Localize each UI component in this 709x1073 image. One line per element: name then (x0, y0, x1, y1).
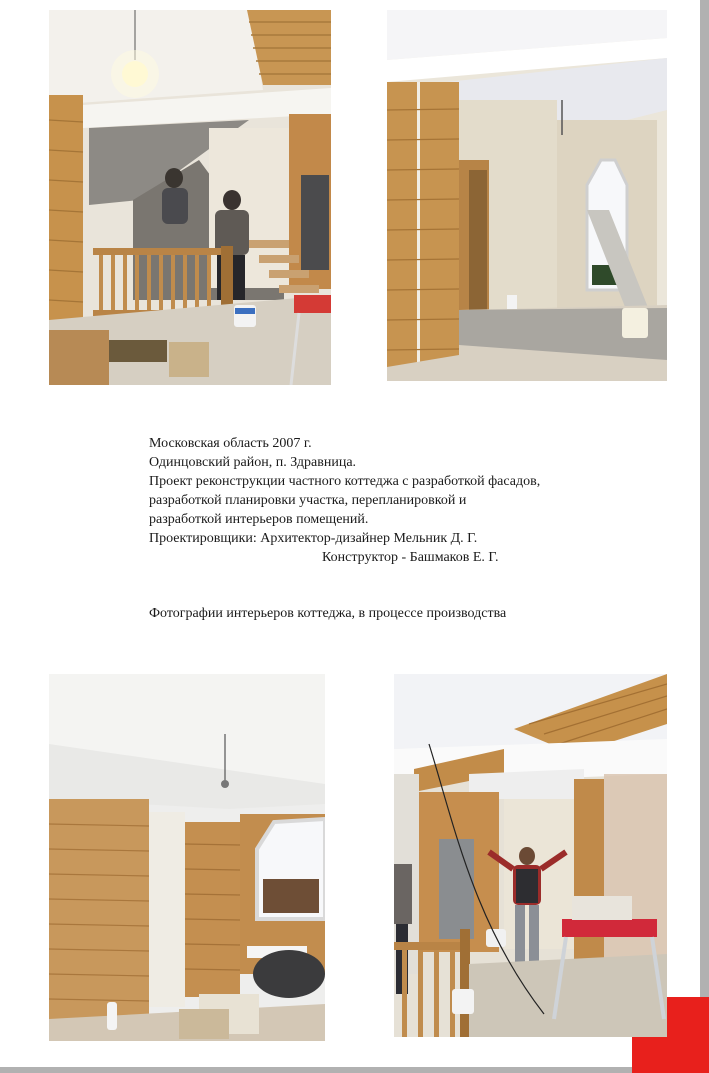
photo-staircase-workers (49, 10, 331, 385)
page-edge-right (700, 0, 709, 1073)
photo-room-window (387, 10, 667, 381)
caption-photo-note: Фотографии интерьеров коттеджа, в процессе производства (149, 606, 507, 621)
caption-line-planning: разработкой планировки участка, перепланировкой и (149, 493, 467, 508)
caption-line-project: Проект реконструкции частного коттеджа с разработкой фасадов, (149, 474, 541, 489)
caption-line-engineer: Конструктор - Башмаков Е. Г. (322, 550, 499, 565)
caption-line-district: Одинцовский район, п. Здравница. (149, 455, 357, 470)
photo-room-man (394, 674, 667, 1037)
caption-line-region: Московская область 2007 г. (149, 436, 312, 451)
caption-line-interiors: разработкой интерьеров помещений. (149, 512, 369, 527)
page-edge-bottom (0, 1067, 709, 1073)
caption-line-architect: Проектировщики: Архитектор-дизайнер Мельник Д. Г. (149, 531, 478, 546)
project-caption (149, 434, 669, 623)
photo-wood-wall (49, 674, 325, 1041)
